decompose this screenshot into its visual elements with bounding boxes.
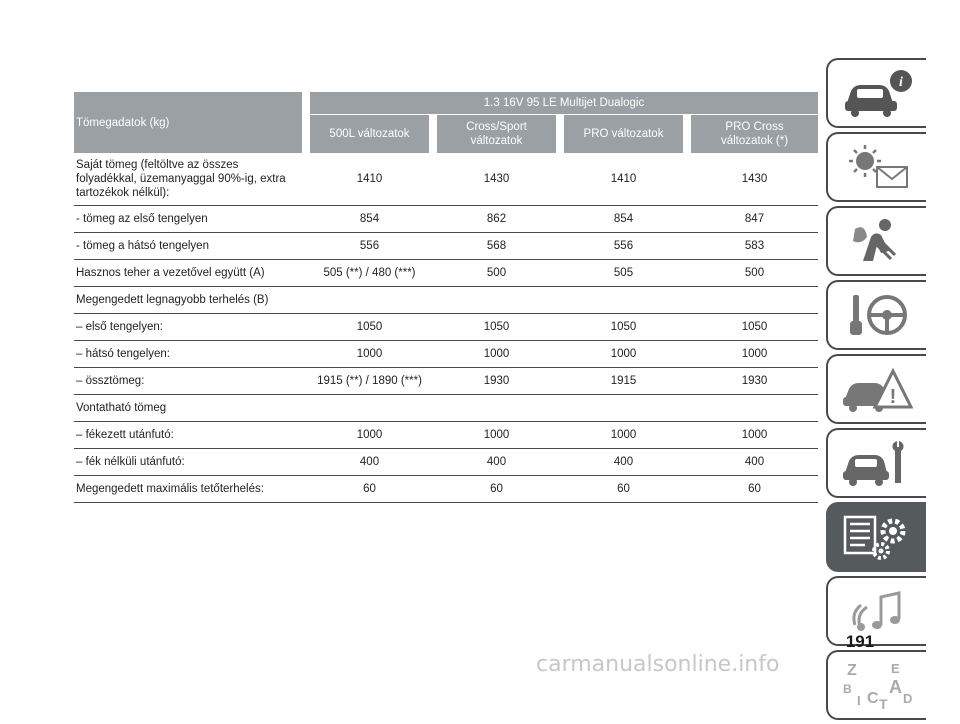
row-label: Vontatható tömeg xyxy=(74,395,302,422)
value-cell: 854 xyxy=(310,206,429,233)
value-cell: 1915 xyxy=(564,368,683,395)
car-info-icon xyxy=(841,67,913,119)
value-cell xyxy=(310,287,429,314)
tab-maintenance[interactable] xyxy=(826,428,926,498)
value-cell: 1000 xyxy=(691,341,818,368)
tab-index[interactable] xyxy=(826,650,926,720)
weight-data-table xyxy=(74,92,818,503)
key-steering-wheel-icon xyxy=(841,289,913,341)
row-label: – fékezett utánfutó: xyxy=(74,422,302,449)
index-letter: E xyxy=(891,661,900,676)
row-label: – első tengelyen: xyxy=(74,314,302,341)
row-label: – hátsó tengelyen: xyxy=(74,341,302,368)
tab-starting-driving[interactable] xyxy=(826,280,926,350)
table-row xyxy=(74,422,818,449)
value-cell: 400 xyxy=(564,449,683,476)
value-cell: 1000 xyxy=(437,422,556,449)
alphabetical-index-icon xyxy=(841,659,913,711)
multimedia-music-icon xyxy=(841,585,913,637)
value-cell: 60 xyxy=(691,476,818,503)
value-cell: 556 xyxy=(310,233,429,260)
index-letter: A xyxy=(889,677,902,697)
value-cell xyxy=(564,395,683,422)
value-cell: 854 xyxy=(564,206,683,233)
value-cell: 556 xyxy=(564,233,683,260)
table-row xyxy=(74,233,818,260)
airbag-seat-icon xyxy=(841,215,913,267)
value-cell xyxy=(691,395,818,422)
table-row xyxy=(74,260,818,287)
row-label: - tömeg a hátsó tengelyen xyxy=(74,233,302,260)
tab-vehicle-info[interactable] xyxy=(826,58,926,128)
column-header: Cross/Sport változatok xyxy=(437,115,556,154)
tab-safety[interactable] xyxy=(826,206,926,276)
row-label: – fék nélküli utánfutó: xyxy=(74,449,302,476)
value-cell: 1050 xyxy=(437,314,556,341)
watermark: carmanualsonline.info xyxy=(536,652,780,677)
value-cell: 505 (**) / 480 (***) xyxy=(310,260,429,287)
value-cell xyxy=(310,395,429,422)
value-cell xyxy=(691,287,818,314)
value-cell: 1430 xyxy=(691,153,818,206)
value-cell: 60 xyxy=(564,476,683,503)
value-cell: 847 xyxy=(691,206,818,233)
value-cell: 1050 xyxy=(564,314,683,341)
svg-text:i: i xyxy=(899,75,903,90)
value-cell: 583 xyxy=(691,233,818,260)
value-cell: 1430 xyxy=(437,153,556,206)
technical-data-gears-icon xyxy=(841,511,913,563)
svg-text:!: ! xyxy=(889,386,897,408)
table-row xyxy=(74,206,818,233)
column-header: 500L változatok xyxy=(310,115,429,154)
row-label: – össztömeg: xyxy=(74,368,302,395)
table-row xyxy=(74,395,818,422)
row-label: Megengedett legnagyobb terhelés (B) xyxy=(74,287,302,314)
column-header: PRO változatok xyxy=(564,115,683,154)
column-header: PRO Cross változatok (*) xyxy=(691,115,818,154)
table-corner-header: Tömegadatok (kg) xyxy=(74,92,302,153)
value-cell: 1050 xyxy=(691,314,818,341)
car-maintenance-icon xyxy=(841,437,913,489)
value-cell: 1000 xyxy=(310,422,429,449)
page-number: 191 xyxy=(845,632,875,651)
row-label: Saját tömeg (feltöltve az összes folyadékkal, üzemanyaggal 90%-ig, extra tartozékok nélkül): xyxy=(74,153,302,206)
value-cell: 505 xyxy=(564,260,683,287)
tab-technical-data[interactable] xyxy=(826,502,926,572)
value-cell: 60 xyxy=(310,476,429,503)
value-cell: 1000 xyxy=(691,422,818,449)
car-emergency-icon xyxy=(841,363,913,415)
table-row xyxy=(74,314,818,341)
value-cell: 1915 (**) / 1890 (***) xyxy=(310,368,429,395)
row-label: Hasznos teher a vezetővel együtt (A) xyxy=(74,260,302,287)
tab-warnings[interactable] xyxy=(826,132,926,202)
table-row xyxy=(74,341,818,368)
index-letter: I xyxy=(857,693,861,708)
value-cell: 1000 xyxy=(564,422,683,449)
index-letter: D xyxy=(903,691,913,706)
table-row xyxy=(74,287,818,314)
value-cell: 1930 xyxy=(437,368,556,395)
value-cell: 862 xyxy=(437,206,556,233)
index-letter: C xyxy=(867,690,879,707)
value-cell: 400 xyxy=(437,449,556,476)
row-label: Megengedett maximális tetőterhelés: xyxy=(74,476,302,503)
row-label: - tömeg az első tengelyen xyxy=(74,206,302,233)
value-cell: 500 xyxy=(691,260,818,287)
value-cell: 400 xyxy=(691,449,818,476)
table-row xyxy=(74,153,818,206)
index-letter: T xyxy=(879,696,888,711)
value-cell xyxy=(437,395,556,422)
value-cell: 1410 xyxy=(564,153,683,206)
value-cell: 568 xyxy=(437,233,556,260)
value-cell: 1000 xyxy=(437,341,556,368)
engine-group-header: 1.3 16V 95 LE Multijet Dualogic xyxy=(310,92,818,115)
value-cell: 1000 xyxy=(564,341,683,368)
table-row xyxy=(74,368,818,395)
table-row xyxy=(74,476,818,503)
value-cell: 500 xyxy=(437,260,556,287)
index-letter: B xyxy=(843,682,852,696)
value-cell: 60 xyxy=(437,476,556,503)
chapter-tabs xyxy=(826,58,930,724)
value-cell: 1000 xyxy=(310,341,429,368)
index-letter: Z xyxy=(847,662,857,679)
tab-emergency[interactable] xyxy=(826,354,926,424)
value-cell: 1050 xyxy=(310,314,429,341)
warning-light-message-icon xyxy=(841,141,913,193)
table-row xyxy=(74,449,818,476)
value-cell xyxy=(437,287,556,314)
value-cell xyxy=(564,287,683,314)
value-cell: 1410 xyxy=(310,153,429,206)
value-cell: 400 xyxy=(310,449,429,476)
value-cell: 1930 xyxy=(691,368,818,395)
